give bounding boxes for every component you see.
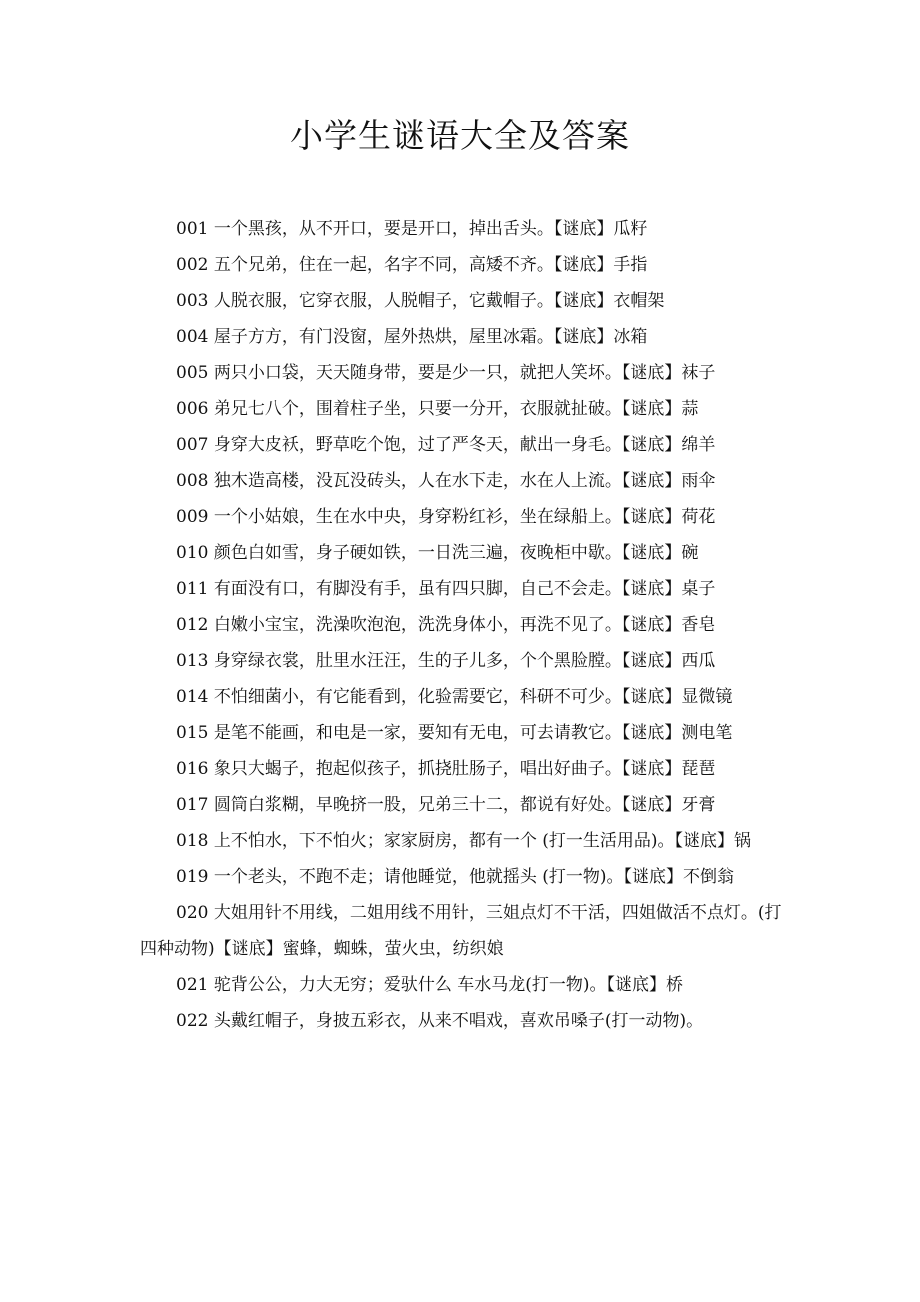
riddle-item: 004 屋子方方，有门没窗，屋外热烘，屋里冰霜。【谜底】冰箱	[176, 327, 648, 347]
document-title: 小学生谜语大全及答案	[290, 116, 630, 155]
riddle-item: 012 白嫩小宝宝，洗澡吹泡泡，洗洗身体小，再洗不见了。【谜底】香皂	[176, 615, 716, 635]
riddle-item: 021 驼背公公，力大无穷；爱驮什么 车水马龙(打一物)。【谜底】桥	[176, 975, 684, 995]
riddle-list	[140, 211, 790, 1039]
riddle-item: 002 五个兄弟，住在一起，名字不同，高矮不齐。【谜底】手指	[176, 255, 648, 275]
riddle-item: 019 一个老头，不跑不走；请他睡觉，他就摇头 (打一物)。【谜底】不倒翁	[176, 867, 735, 887]
riddle-item: 014 不怕细菌小，有它能看到，化验需要它，科研不可少。【谜底】显微镜	[176, 687, 733, 707]
riddle-item: 016 象只大蝎子，抱起似孩子，抓挠肚肠子，唱出好曲子。【谜底】琵琶	[176, 759, 716, 779]
riddle-item: 018 上不怕水，下不怕火；家家厨房，都有一个 (打一生活用品)。【谜底】锅	[176, 831, 752, 851]
riddle-item: 003 人脱衣服，它穿衣服，人脱帽子，它戴帽子。【谜底】衣帽架	[176, 291, 665, 311]
riddle-item: 010 颜色白如雪，身子硬如铁，一日洗三遍，夜晚柜中歇。【谜底】碗	[176, 543, 699, 563]
riddle-item: 008 独木造高楼，没瓦没砖头，人在水下走，水在人上流。【谜底】雨伞	[176, 471, 716, 491]
riddle-item: 017 圆筒白浆糊，早晚挤一股，兄弟三十二，都说有好处。【谜底】牙膏	[176, 795, 716, 815]
riddle-item: 015 是笔不能画，和电是一家，要知有无电，可去请教它。【谜底】测电笔	[176, 723, 733, 743]
riddle-item: 022 头戴红帽子，身披五彩衣，从来不唱戏，喜欢吊嗓子(打一动物)。	[176, 1011, 704, 1031]
riddle-item: 001 一个黑孩，从不开口，要是开口，掉出舌头。【谜底】瓜籽	[176, 219, 648, 239]
riddle-item: 005 两只小口袋，天天随身带，要是少一只，就把人笑坏。【谜底】袜子	[176, 363, 716, 383]
riddle-item: 020 大姐用针不用线，二姐用线不用针，三姐点灯不干活，四姐做活不点灯。(打四种动物)【谜底】蜜蜂，蜘蛛，萤火虫，纺织娘	[140, 903, 782, 959]
riddle-item: 013 身穿绿衣裳，肚里水汪汪，生的子儿多，个个黑脸膛。【谜底】西瓜	[176, 651, 716, 671]
riddle-item: 006 弟兄七八个，围着柱子坐，只要一分开，衣服就扯破。【谜底】蒜	[176, 399, 699, 419]
riddle-item: 009 一个小姑娘，生在水中央，身穿粉红衫，坐在绿船上。【谜底】荷花	[176, 507, 716, 527]
riddle-item: 007 身穿大皮袄，野草吃个饱，过了严冬天，献出一身毛。【谜底】绵羊	[176, 435, 716, 455]
riddle-item: 011 有面没有口，有脚没有手，虽有四只脚，自己不会走。【谜底】桌子	[176, 579, 716, 599]
